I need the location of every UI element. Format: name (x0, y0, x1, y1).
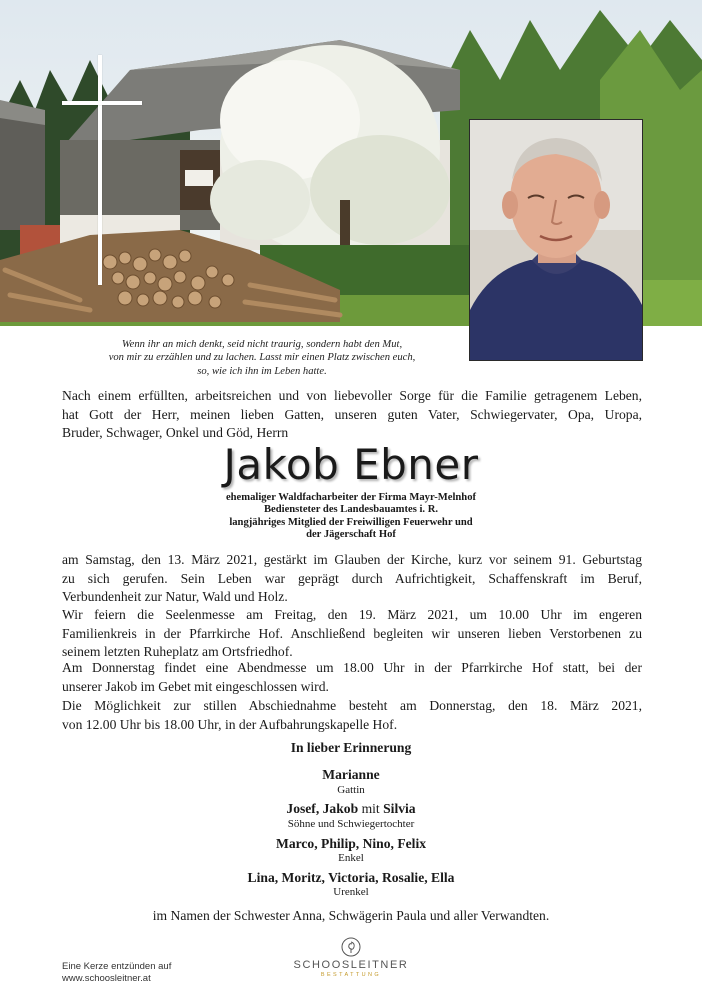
remembrance-heading: In lieber Erinnerung (290, 740, 412, 755)
quote-line: so, wie ich ihn im Leben hatte. (197, 365, 327, 377)
viewing-paragraph (62, 697, 642, 734)
title-line: ehemaliger Waldfacharbeiter der Firma Mayr-Melnhof (225, 492, 477, 503)
paragraph-line: zu sich gerufen. Sein Leben war geprägt durch Aufrichtigkeit, Schaffenskraft im Beruf, (62, 570, 642, 586)
paragraph-line: Am Donnerstag findet eine Abendmesse um 18.00 Uhr in der Pfarrkirche Hof statt, bei der (62, 660, 642, 675)
paragraph-line: Verbundenheit zur Natur, Wald und Holz. (62, 589, 288, 604)
family-role-grandchildren: Enkel (338, 852, 364, 864)
paragraph-line: von 12.00 Uhr bis 18.00 Uhr, in der Aufbahrungskapelle Hof. (62, 716, 398, 732)
logo-subtitle: BESTATTUNG (320, 972, 382, 978)
quote-line: Wenn ihr an mich denkt, seid nicht traurig, sondern habt den Mut, (121, 339, 403, 350)
candle-text: Eine Kerze entzünden auf (62, 961, 172, 972)
family-role-spouse: Gattin (337, 784, 365, 796)
portrait-photo (469, 119, 643, 361)
logo-name: SCHOOSLEITNER (293, 959, 409, 971)
deceased-name: Jakob Ebner (223, 440, 479, 489)
paragraph-line: seinem letzten Ruheplatz am Ortsfriedhof. (62, 644, 293, 659)
family-names-spouse: Marianne (322, 767, 380, 782)
candle-website-link[interactable]: www.schoosleitner.at (62, 973, 151, 984)
paragraph-line: am Samstag, den 13. März 2021, gestärkt im Glauben der Kirche, kurz vor seinem 91. Geburtstag (62, 552, 642, 567)
funeral-home-logo (290, 937, 412, 978)
funeral-mass-paragraph (62, 606, 642, 662)
paragraph-line: unserer Jakob im Gebet mit eingeschlossen wird. (62, 678, 329, 694)
paragraph-line: Die Möglichkeit zur stillen Abschiednahme besteht am Donnerstag, den 18. März 2021, (62, 698, 642, 713)
title-line: langjähriges Mitglied der Freiwilligen Feuerwehr und (229, 516, 473, 528)
intro-line: Bruder, Schwager, Onkel und Göd, Herrn (62, 425, 289, 440)
intro-paragraph (62, 387, 642, 443)
rose-logo-icon (341, 937, 361, 957)
deceased-titles (0, 492, 702, 542)
paragraph-line: Familienkreis in der Pfarrkirche Hof. Anschließend begleiten wir unseren lieben Verstorbenen zu (62, 625, 642, 641)
title-line: der Jägerschaft Hof (306, 529, 396, 541)
intro-line: Nach einem erfüllten, arbeitsreichen und von liebevoller Sorge für die Familie getragenem Leben, (62, 388, 642, 403)
closing-line: im Namen der Schwester Anna, Schwägerin Paula und aller Verwandten. (152, 908, 550, 923)
evening-mass-paragraph (62, 659, 642, 696)
title-line: Bediensteter des Landesbauamtes i. R. (263, 504, 439, 516)
family-names-sons: Josef, Jakob (286, 801, 359, 816)
family-connector: mit (361, 801, 380, 816)
family-names-daughter-in-law: Silvia (383, 801, 416, 816)
cross-vertical-bar (98, 55, 102, 285)
intro-line: hat Gott der Herr, meinen lieben Gatten, unseren guten Vater, Schwiegervater, Opa, Uropa, (62, 406, 642, 422)
candle-link-block (62, 961, 171, 985)
family-names-great-grandchildren: Lina, Moritz, Victoria, Rosalie, Ella (247, 870, 455, 885)
paragraph-line: Wir feiern die Seelenmesse am Freitag, den 19. März 2021, um 10.00 Uhr im engeren (62, 607, 642, 622)
quote-line: von mir zu erzählen und zu lachen. Lasst mir einen Platz zwischen euch, (108, 352, 416, 364)
cross-horizontal-bar (62, 101, 142, 105)
family-role-children: Söhne und Schwiegertochter (287, 818, 415, 830)
family-names-children (0, 801, 702, 817)
death-notice-paragraph (62, 551, 642, 607)
family-names-grandchildren: Marco, Philip, Nino, Felix (275, 836, 427, 851)
family-role-great-grandchildren: Urenkel (333, 886, 369, 898)
memorial-quote (62, 338, 462, 378)
